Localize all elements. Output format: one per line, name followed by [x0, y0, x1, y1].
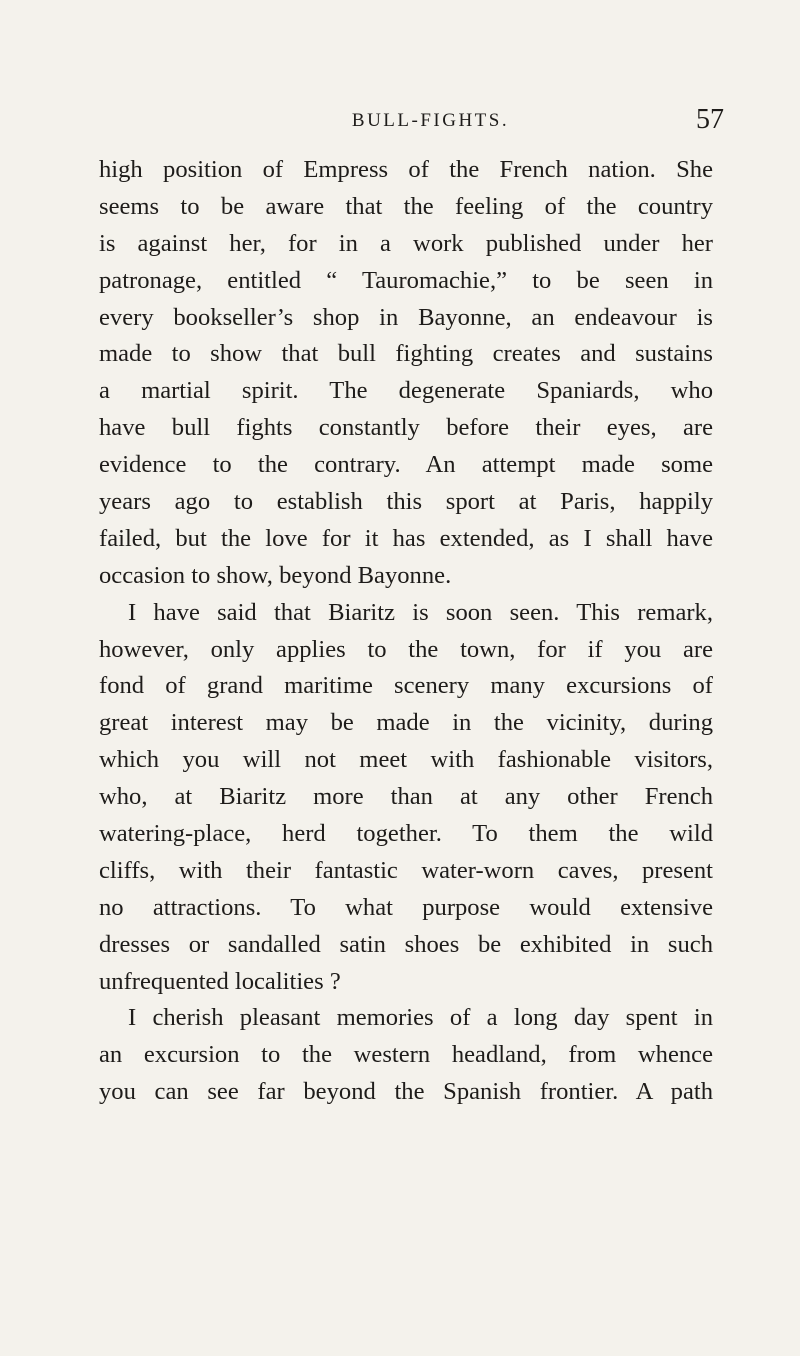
text-line: is against her, for in a work published under her: [99, 229, 713, 257]
text-line: I cherish pleasant memories of a long day spent in: [128, 1004, 713, 1032]
text-line: I have said that Biaritz is soon seen. This remark,: [128, 598, 713, 626]
running-head: [155, 104, 724, 136]
text-line: occasion to show, beyond Bayonne.: [99, 561, 452, 589]
body-text: [99, 152, 713, 1111]
text-line: however, only applies to the town, for if you are: [99, 635, 713, 663]
text-line: an excursion to the western headland, from whence: [99, 1041, 713, 1069]
text-line: watering-place, herd together. To them the wild: [99, 820, 713, 848]
text-line: no attractions. To what purpose would extensive: [99, 893, 713, 921]
running-title: BULL-FIGHTS.: [351, 110, 510, 131]
text-line: every bookseller’s shop in Bayonne, an endeavour is: [99, 303, 713, 331]
text-line: cliffs, with their fantastic water-worn caves, present: [99, 856, 713, 884]
page-number: 57: [696, 104, 724, 135]
text-line: who, at Biaritz more than at any other French: [99, 783, 713, 811]
text-line: have bull fights constantly before their eyes, are: [99, 414, 713, 442]
text-line: patronage, entitled “ Tauromachie,” to be seen in: [99, 266, 713, 294]
text-line: which you will not meet with fashionable visitors,: [99, 746, 713, 774]
text-line: a martial spirit. The degenerate Spaniards, who: [99, 377, 713, 405]
text-line: dresses or sandalled satin shoes be exhibited in such: [99, 930, 713, 958]
text-line: made to show that bull fighting creates and sustains: [99, 340, 713, 368]
text-line: unfrequented localities ?: [99, 967, 341, 995]
text-line: you can see far beyond the Spanish frontier. A path: [99, 1078, 713, 1106]
text-line: fond of grand maritime scenery many excursions of: [99, 672, 713, 700]
text-line: high position of Empress of the French nation. She: [99, 156, 713, 183]
text-line: great interest may be made in the vicinity, during: [99, 709, 713, 737]
text-line: evidence to the contrary. An attempt made some: [99, 451, 713, 479]
text-line: failed, but the love for it has extended, as I shall have: [99, 524, 713, 552]
text-line: years ago to establish this sport at Paris, happily: [99, 488, 713, 516]
text-line: seems to be aware that the feeling of the country: [99, 192, 713, 220]
